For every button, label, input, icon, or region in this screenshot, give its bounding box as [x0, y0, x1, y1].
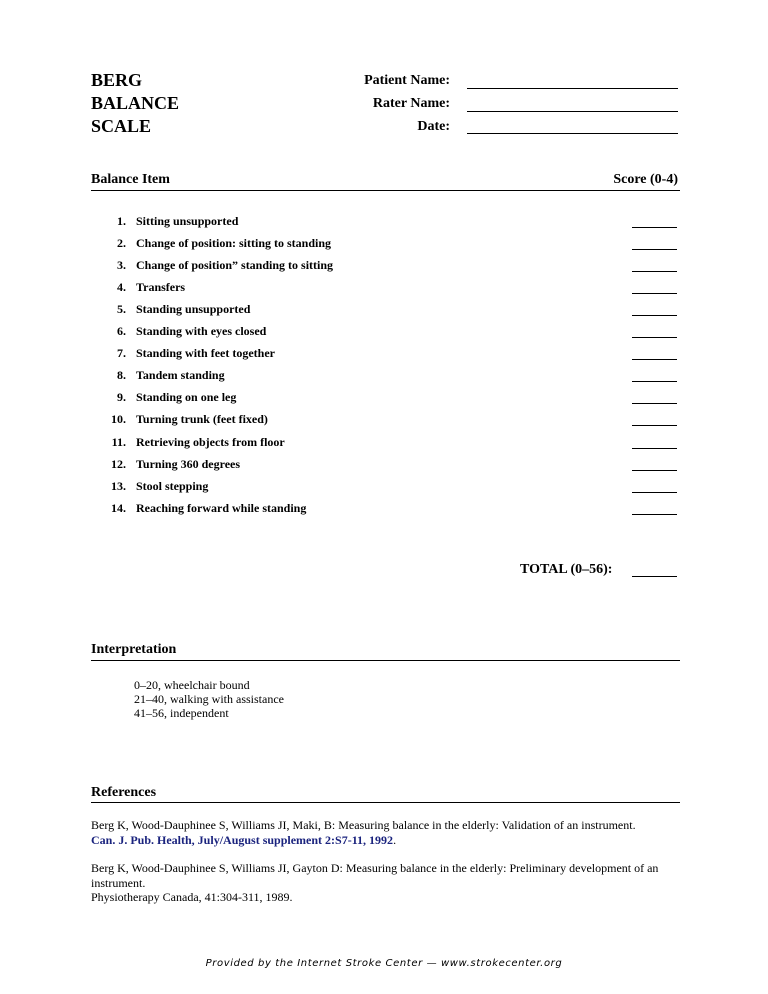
item-score-field[interactable]: [632, 425, 677, 426]
patient-name-field[interactable]: [467, 88, 678, 89]
item-score-field[interactable]: [632, 381, 677, 382]
item-label: Tandem standing: [136, 368, 225, 383]
balance-item-row: [0, 258, 768, 276]
item-label: Standing on one leg: [136, 390, 237, 405]
item-number: 9.: [117, 390, 126, 405]
item-label: Transfers: [136, 280, 186, 295]
item-number: 8.: [117, 368, 126, 383]
reference-2-citation: Physiotherapy Canada, 41:304-311, 1989.: [91, 890, 293, 904]
item-score-field[interactable]: [632, 315, 677, 316]
rater-name-field[interactable]: [467, 111, 678, 112]
date-field[interactable]: [467, 133, 678, 134]
balance-item-row: [0, 457, 768, 475]
item-label: Turning trunk (feet fixed): [136, 412, 268, 427]
balance-item-row: [0, 412, 768, 430]
item-number: 13.: [111, 478, 126, 493]
total-score-field[interactable]: [632, 576, 677, 577]
balance-item-row: [0, 236, 768, 254]
item-score-field[interactable]: [632, 337, 677, 338]
balance-item-row: [0, 501, 768, 519]
item-number: 1.: [117, 214, 126, 228]
date-label: Date:: [417, 119, 450, 134]
item-label: Sitting unsupported: [136, 214, 239, 228]
item-label: Reaching forward while standing: [136, 500, 307, 515]
reference-2-text: Berg K, Wood-Dauphinee S, Williams JI, Gayton D: Measuring balance in the elderly: Preliminary development of an instrument.: [91, 861, 659, 890]
item-label: Change of position: sitting to standing: [136, 236, 332, 251]
interpretation-line: 0–20, wheelchair bound: [134, 678, 250, 692]
item-label: Standing unsupported: [136, 302, 251, 317]
item-number: 5.: [117, 302, 126, 317]
balance-item-row: [0, 346, 768, 364]
interpretation-heading: Interpretation: [91, 642, 177, 657]
interpretation-line: 41–56, independent: [134, 706, 229, 720]
balance-item-row: [0, 324, 768, 342]
item-number: 3.: [117, 258, 126, 273]
item-number: 7.: [117, 346, 126, 361]
item-number: 11.: [111, 434, 126, 449]
item-score-field[interactable]: [632, 227, 677, 228]
item-score-field[interactable]: [632, 492, 677, 493]
reference-1-period: .: [393, 832, 397, 847]
item-score-field[interactable]: [632, 293, 677, 294]
reference-1-text: Berg K, Wood-Dauphinee S, Williams JI, Maki, B: Measuring balance in the elderly: Validation of an instrument.: [91, 818, 636, 832]
item-number: 4.: [117, 280, 126, 295]
balance-item-row: [0, 368, 768, 386]
balance-item-header: Balance Item: [91, 172, 170, 187]
item-score-field[interactable]: [632, 249, 677, 250]
title-line-1: BERG: [91, 70, 143, 90]
item-score-field[interactable]: [632, 359, 677, 360]
item-label: Turning 360 degrees: [136, 456, 241, 471]
item-label: Change of position” standing to sitting: [136, 258, 334, 273]
item-number: 6.: [117, 324, 126, 339]
references-rule: [91, 802, 680, 803]
balance-item-row: [0, 302, 768, 320]
item-label: Stool stepping: [136, 478, 209, 493]
rater-name-label: Rater Name:: [372, 96, 450, 111]
references-heading: References: [91, 785, 157, 800]
item-score-field[interactable]: [632, 271, 677, 272]
item-number: 12.: [111, 456, 126, 471]
item-label: Retrieving objects from floor: [136, 434, 285, 449]
patient-name-label: Patient Name:: [364, 73, 450, 88]
reference-1: [91, 818, 681, 847]
balance-item-row: [0, 390, 768, 408]
item-score-field[interactable]: [632, 470, 677, 471]
item-label: Standing with feet together: [136, 346, 275, 361]
balance-item-row: [0, 280, 768, 298]
reference-2: [91, 861, 681, 905]
item-number: 14.: [111, 500, 126, 515]
score-header: Score (0-4): [613, 172, 678, 187]
balance-item-row: [0, 214, 768, 232]
balance-item-row: [0, 479, 768, 497]
item-score-field[interactable]: [632, 514, 677, 515]
reference-1-citation: Can. J. Pub. Health, July/August supplement 2:S7-11, 1992: [91, 832, 394, 847]
item-label: Standing with eyes closed: [136, 324, 267, 339]
balance-item-row: [0, 435, 768, 453]
item-number: 10.: [111, 412, 126, 427]
footer-credit: Provided by the Internet Stroke Center — www.strokecenter.org: [205, 958, 563, 969]
title-line-2: BALANCE: [91, 93, 180, 113]
item-number: 2.: [117, 236, 126, 251]
total-label: TOTAL (0–56):: [520, 562, 613, 577]
title-line-3: SCALE: [91, 116, 152, 136]
table-header-rule: [91, 190, 680, 191]
interpretation-rule: [91, 660, 680, 661]
item-score-field[interactable]: [632, 403, 677, 404]
item-score-field[interactable]: [632, 448, 677, 449]
interpretation-line: 21–40, walking with assistance: [134, 692, 284, 706]
